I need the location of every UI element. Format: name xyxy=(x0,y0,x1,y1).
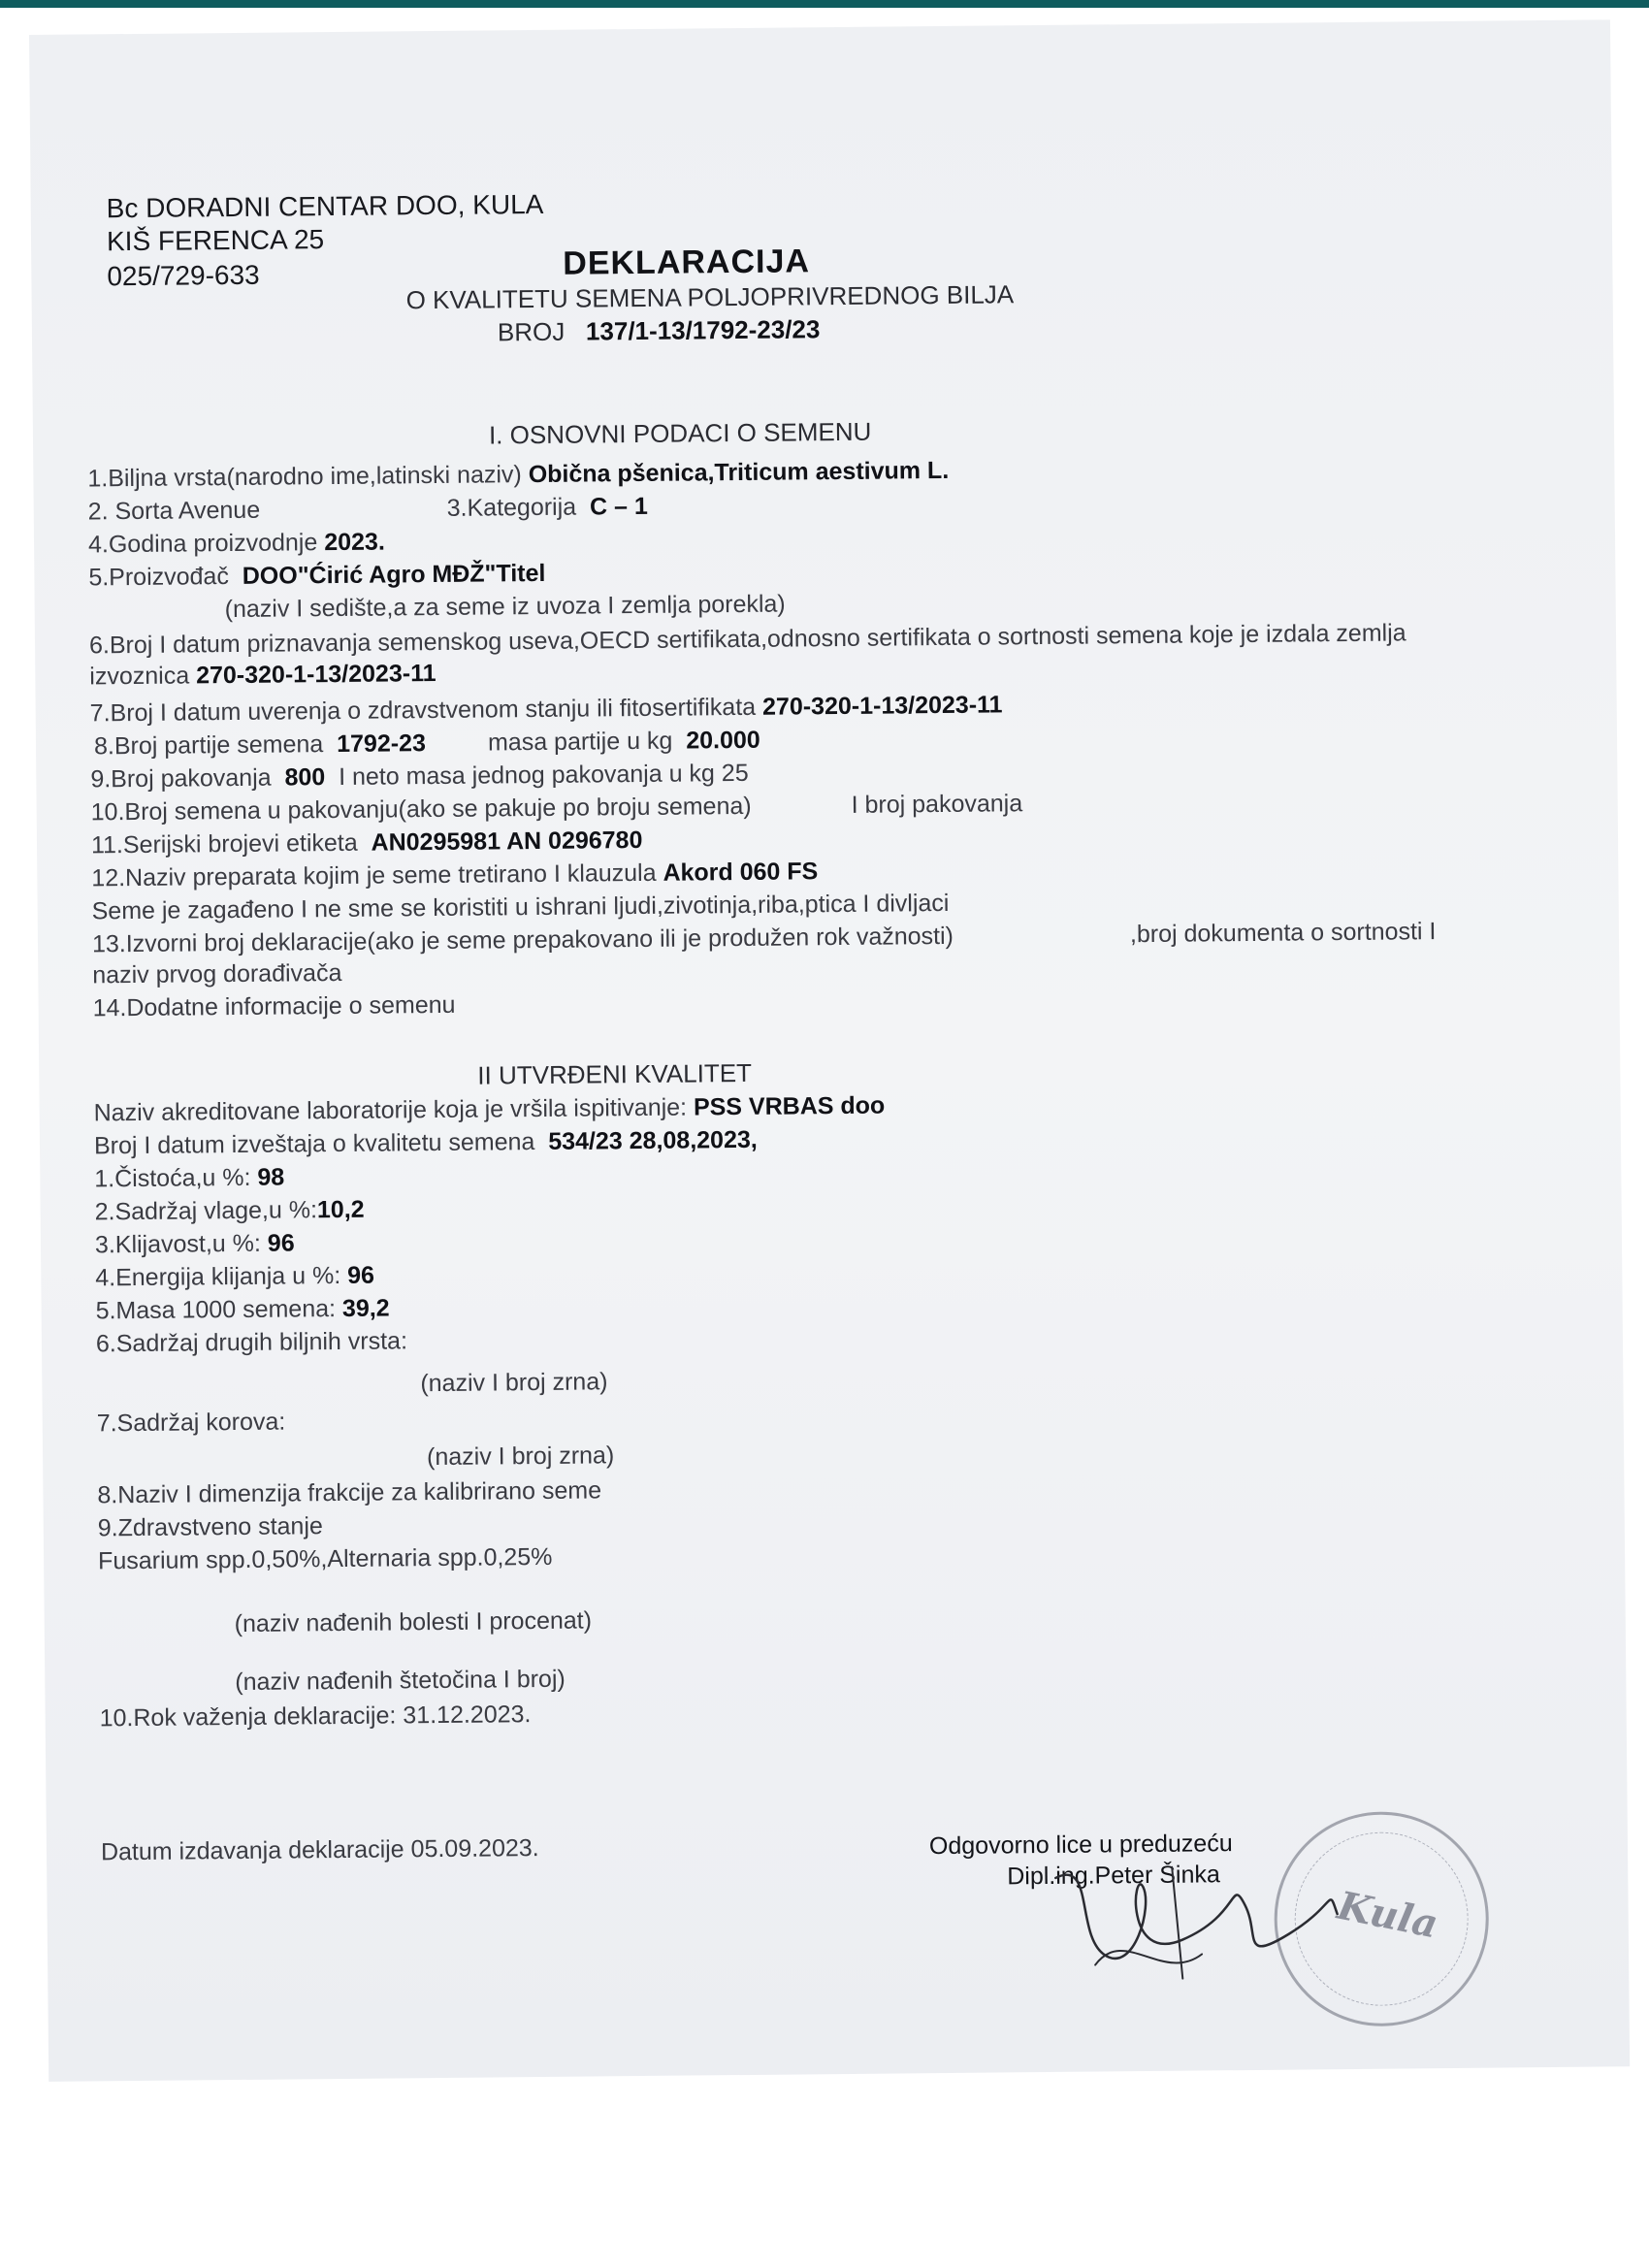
validity-value: 31.12.2023. xyxy=(403,1701,532,1730)
species-label: 1.Biljna vrsta(narodno ime,latinski naziv) xyxy=(87,461,522,493)
germination-value: 96 xyxy=(267,1229,295,1257)
responsible-label: Odgovorno lice u preduzeću xyxy=(928,1830,1233,1861)
treatment-row xyxy=(91,858,818,892)
energy-label: 4.Energija klijanja u %: xyxy=(95,1261,341,1292)
treatment-label: 12.Naziv preparata kojim je seme tretirano I klauzula xyxy=(91,859,657,892)
moisture-value: 10,2 xyxy=(316,1195,365,1224)
weeds-label: 7.Sadržaj korova: xyxy=(96,1408,286,1438)
packages-value: 800 xyxy=(284,763,326,792)
contamination-warning: Seme je zagađeno I ne sme se koristiti u ishrani ljudi,zivotinja,riba,ptica I divljaci xyxy=(91,889,950,925)
serial-label: 11.Serijski brojevi etiketa xyxy=(90,828,358,859)
net-mass-label: I neto masa jednog pakovanja u kg xyxy=(338,760,716,791)
species-value: Obična pšenica,Triticum aestivum L. xyxy=(528,456,950,489)
tkw-row xyxy=(95,1294,389,1325)
lab-row xyxy=(94,1092,886,1128)
report-row xyxy=(94,1126,758,1161)
germination-row xyxy=(95,1229,295,1259)
year-label: 4.Godina proizvodnje xyxy=(87,529,318,559)
treatment-value: Akord 060 FS xyxy=(663,858,819,887)
recognition-value: 270-320-1-13/2023-11 xyxy=(195,660,436,690)
stamp-text: Kula xyxy=(1334,1882,1442,1948)
net-mass-value: 25 xyxy=(721,759,749,788)
other-species-note: (naziv I broj zrna) xyxy=(420,1368,608,1398)
category-row xyxy=(447,493,648,523)
report-label: Broj I datum izveštaja o kvalitetu semena xyxy=(93,1128,535,1160)
serial-value: AN0295981 AN 0296780 xyxy=(371,826,643,857)
report-value: 534/23 28,08,2023, xyxy=(548,1125,758,1155)
energy-row xyxy=(95,1262,374,1293)
tkw-value: 39,2 xyxy=(341,1294,390,1322)
responsible-name: Dipl.ing.Peter Šinka xyxy=(1007,1861,1220,1891)
moisture-row xyxy=(95,1196,365,1227)
seeds-label: 10.Broj semena u pakovanju(ako se pakuje po broju semena) xyxy=(90,792,752,826)
section2-heading: II UTVRĐENI KVALITET xyxy=(477,1057,753,1090)
company-address: KIŠ FERENCA 25 xyxy=(106,224,325,257)
lab-value: PSS VRBAS doo xyxy=(693,1091,886,1121)
category-value: C – 1 xyxy=(589,492,648,521)
health-cert-value: 270-320-1-13/2023-11 xyxy=(761,691,1003,721)
diseases-note: (naziv nađenih bolesti I procenat) xyxy=(234,1606,593,1638)
health-cert-row xyxy=(90,691,1003,728)
original-label: 13.Izvorni broj deklaracije(ako je seme prepakovano ili je produžen rok važnosti) xyxy=(91,922,954,958)
tkw-label: 5.Masa 1000 semena: xyxy=(95,1295,337,1325)
issue-date-label: Datum izdavanja deklaracije xyxy=(100,1835,404,1866)
company-name: Bc DORADNI CENTAR DOO, KULA xyxy=(106,188,544,224)
validity-row xyxy=(100,1701,532,1733)
category-label: 3.Kategorija xyxy=(446,493,577,522)
serial-row xyxy=(91,826,643,859)
producer-label: 5.Proizvođač xyxy=(88,563,230,592)
purity-row xyxy=(94,1164,284,1194)
company-phone: 025/729-633 xyxy=(107,259,260,292)
moisture-label: 2.Sadržaj vlage,u %: xyxy=(94,1196,318,1226)
variety-label: 2. Sorta Avenue xyxy=(87,496,261,526)
additional-info-label: 14.Dodatne informacije o semenu xyxy=(92,990,456,1022)
health-status-label: 9.Zdravstveno stanje xyxy=(97,1512,323,1542)
number-value: 137/1-13/1792-23/23 xyxy=(585,314,821,346)
lab-label: Naziv akreditovane laboratorije koja je vršila ispitivanje: xyxy=(93,1093,688,1127)
issue-date-value: 05.09.2023. xyxy=(410,1834,539,1863)
scan-edge-band xyxy=(0,0,1649,8)
issue-date-row xyxy=(101,1834,539,1866)
producer-note: (naziv I sedište,a za seme iz uvoza I zemlja porekla) xyxy=(224,590,786,624)
lot-mass-value: 20.000 xyxy=(686,726,760,755)
lot-mass-label: masa partije u kg xyxy=(487,727,673,757)
document-title: DEKLARACIJA xyxy=(563,243,811,282)
document-subtitle: O KVALITETU SEMENA POLJOPRIVREDNOG BILJA xyxy=(405,279,1015,315)
species-row xyxy=(87,457,949,494)
producer-value: DOO"Ćirić Agro MĐŽ"Titel xyxy=(242,559,546,590)
year-row xyxy=(88,529,385,560)
other-species-label: 6.Sadržaj drugih biljnih vrsta: xyxy=(95,1327,408,1358)
number-label: BROJ xyxy=(497,316,566,347)
recognition-row xyxy=(89,660,436,691)
lot-value: 1792-23 xyxy=(337,729,427,758)
lot-label: 8.Broj partije semena xyxy=(93,730,324,761)
fraction-label: 8.Naziv I dimenzija frakcije za kalibrirano seme xyxy=(97,1476,602,1509)
packages-label: 9.Broj pakovanja xyxy=(90,763,272,794)
original-label2: ,broj dokumenta o sortnosti I xyxy=(1129,918,1437,949)
recognition-label: 6.Broj I datum priznavanja semenskog useva,OECD sertifikata,odnosno sertifikata o sortnosti semena koje je izdala zemlja xyxy=(88,619,1406,660)
section1-heading: I. OSNOVNI PODACI O SEMENU xyxy=(488,416,872,450)
purity-label: 1.Čistoća,u %: xyxy=(94,1163,251,1193)
declaration-sheet xyxy=(29,19,1630,2082)
seeds-label2: I broj pakovanja xyxy=(851,790,1023,819)
packages-row xyxy=(90,760,749,794)
year-value: 2023. xyxy=(324,528,385,557)
pests-note: (naziv nađenih štetočina I broj) xyxy=(235,1665,566,1697)
energy-value: 96 xyxy=(347,1261,375,1289)
health-status-value: Fusarium spp.0,50%,Alternaria spp.0,25% xyxy=(97,1542,553,1575)
producer-row xyxy=(88,560,545,593)
weeds-note: (naziv I broj zrna) xyxy=(426,1442,615,1472)
document-number xyxy=(498,314,821,347)
signature-scribble xyxy=(1036,1846,1347,1994)
lot-row xyxy=(94,729,426,761)
original-label3: naziv prvog dorađivača xyxy=(92,958,342,989)
recognition-label2: izvoznica xyxy=(89,662,190,691)
germination-label: 3.Klijavost,u %: xyxy=(94,1229,262,1259)
validity-label: 10.Rok važenja deklaracije: xyxy=(99,1701,397,1733)
health-cert-label: 7.Broj I datum uverenja o zdravstvenom stanju ili fitosertifikata xyxy=(89,693,757,728)
lot-mass-row xyxy=(488,727,760,758)
purity-value: 98 xyxy=(257,1163,285,1191)
